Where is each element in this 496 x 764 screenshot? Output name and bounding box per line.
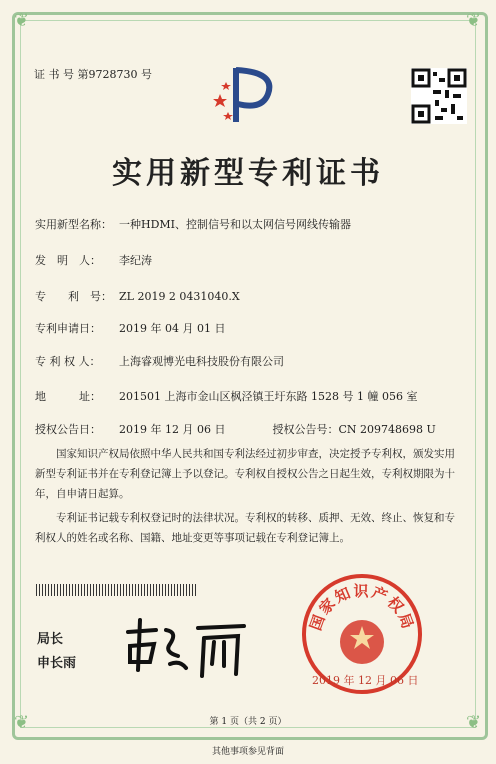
cnipa-logo-icon (206, 60, 286, 130)
certificate-title: 实用新型专利证书 (112, 156, 384, 191)
announcement-number: 授权公告号：CN 209748698 U (272, 423, 436, 436)
field-patentee: 专 利 权 人： 上海睿观博光电科技股份有限公司 (35, 355, 284, 368)
field-utility-model-name: 实用新型名称： 一种HDMI、控制信号和以太网信号网线传输器 (35, 218, 352, 231)
field-application-date: 专利申请日： 2019 年 04 月 01 日 (35, 322, 226, 335)
page-number: 第 1 页（共 2 页） (209, 717, 287, 727)
field-announcement-date: 授权公告日： 2019 年 12 月 06 日 授权公告号：CN 209748698 U (35, 423, 436, 436)
statement-paragraph-2: 专利证书记载专利权登记时的法律状况。专利权的转移、质押、无效、终止、恢复和专利权人的姓名或名称、国籍、地址变更等事项记载在专利登记簿上。 (35, 512, 455, 544)
field-address: 地 址： 201501 上海市金山区枫泾镇王圩东路 1528 号 1 幢 056 室 (35, 390, 418, 403)
certificate-number: 证 书 号 第9728730 号 (34, 68, 152, 81)
statement-paragraph-1: 国家知识产权局依照中华人民共和国专利法经过初步审查，决定授予专利权，颁发实用新型专利证书并在专利登记簿上予以登记。专利权自授权公告之日起生效，专利权期限为十年，自申请日起算。 (35, 448, 455, 500)
seal-date: 2019 年 12 月 06 日 (312, 674, 419, 687)
corner-ornament-icon: ❦ (466, 10, 482, 31)
signature-icon (120, 612, 250, 682)
footer-note: 其他事项参见背面 (211, 747, 284, 757)
corner-ornament-icon: ❦ (14, 10, 30, 31)
field-patent-number: 专 利 号： ZL 2019 2 0431040.X (35, 290, 240, 303)
director-name: 申长雨 (37, 656, 77, 671)
corner-ornament-icon: ❦ (14, 712, 30, 733)
barcode-icon (36, 584, 196, 596)
field-inventor: 发 明 人： 李纪涛 (35, 254, 152, 267)
seal-text: 国家知识产权局 (306, 582, 418, 633)
director-title: 局长 (37, 632, 64, 647)
qr-code-icon (411, 68, 467, 124)
corner-ornament-icon: ❦ (466, 712, 482, 733)
